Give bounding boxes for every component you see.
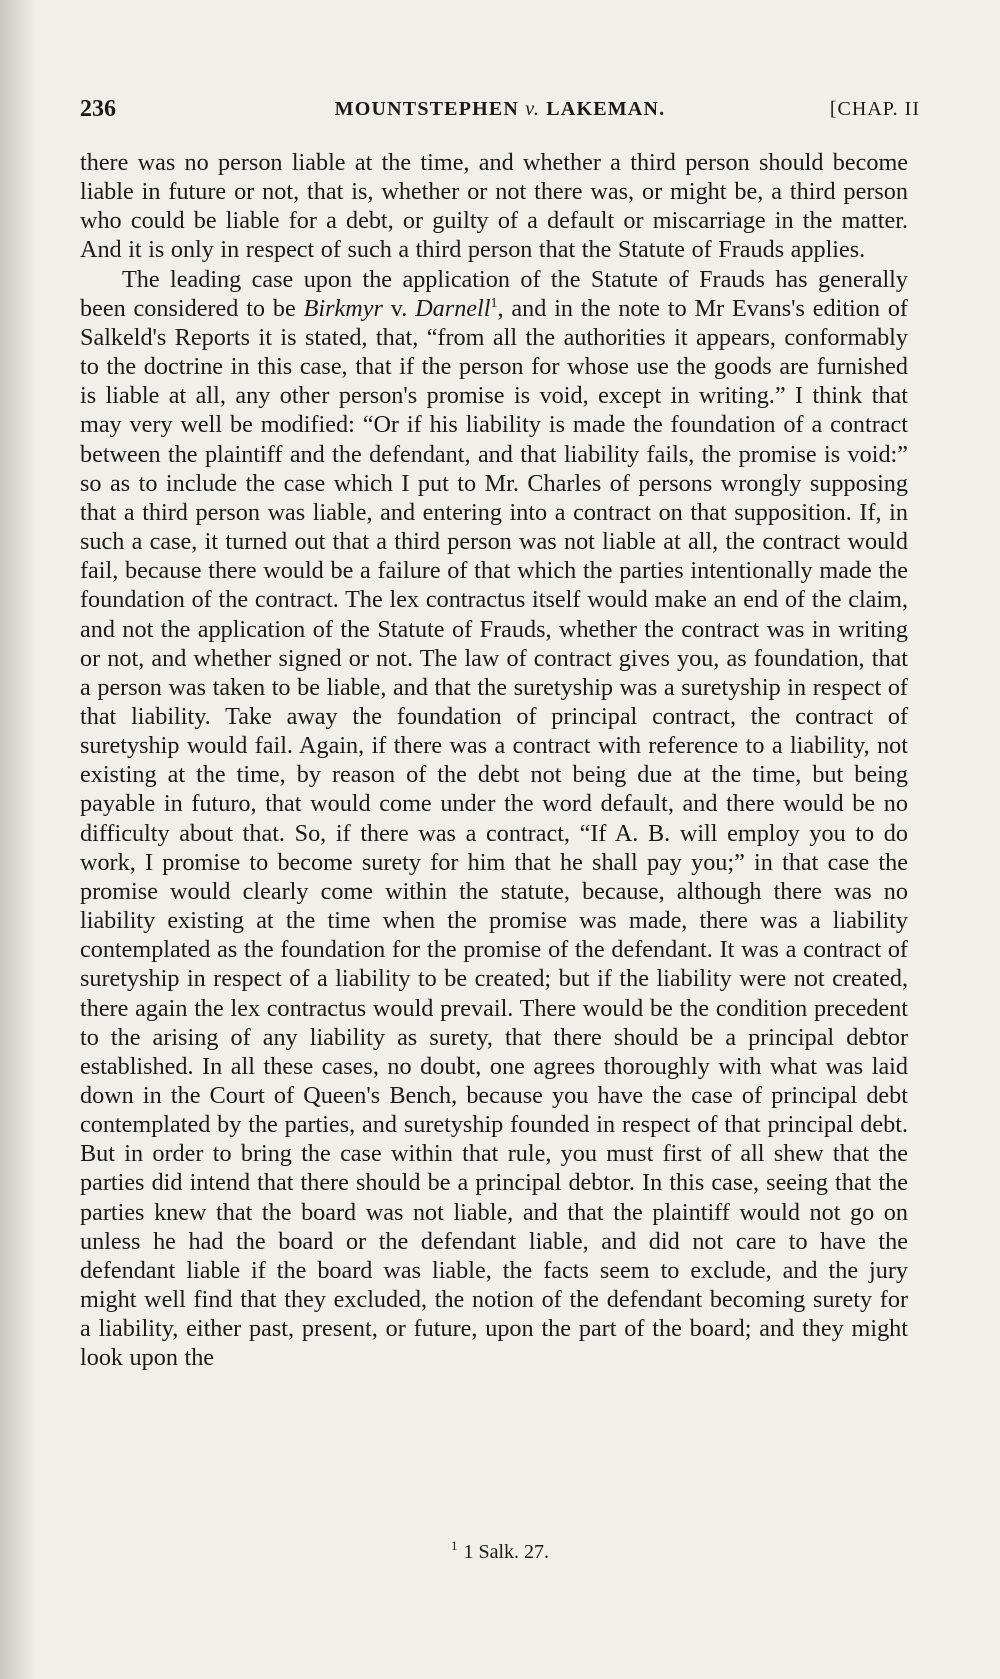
- running-title-v: v.: [525, 98, 541, 120]
- paragraph-2-lead: The leading case upon the application of the Statute of Frauds has generally been considered to be: [80, 265, 908, 322]
- running-header: [80, 92, 920, 126]
- footnote-text: 1 Salk. 27.: [463, 1541, 550, 1563]
- footnote-reference[interactable]: 1: [490, 295, 498, 311]
- footnote: [0, 1538, 1000, 1566]
- chapter-label: [CHAP. II: [829, 98, 920, 120]
- running-title-left: MOUNTSTEPHEN: [334, 98, 520, 120]
- page-number: 236: [80, 96, 116, 122]
- paragraph-1: there was no person liable at the time, and whether a third person should become liable in future or not, that is, whether or not there was, or might be, a third person who could be liable for a debt, or guilty of a default or miscarriage in the matter. And it is only in respect of such a third person that the Statute of Frauds applies.: [80, 149, 908, 264]
- versus-abbrev: v.: [382, 294, 416, 322]
- paragraph-2-body: , and in the note to Mr Evans's edition of Salkeld's Reports it is stated, that, “from all the authorities it appears, conformably to the doctrine in this case, that if the person for whose use the goods are furnished is liable at all, any other person's promise is void, except in writing.” I think that may very well be modified: “Or if his liability is made the foundation of a contract between the plaintiff and the defendant, and that liability fails, the promise is void:” so as to include the case which I put to Mr. Charles of persons wrongly supposing that a third person was liable, and entering into a contract on that supposition. If, in such a case, it turned out that a third person was not liable at all, the contract would fail, because there would be a failure of that which the parties intentionally made the foundation of the contract. The lex contractus itself would make an end of the claim, and not the application of the Statute of Frauds, whether the contract was in writing or not, and whether signed or not. The law of contract gives you, as foundation, that a person was taken to be liable, and that the suretyship was a suretyship in respect of that liability. Take away the foundation of principal contract, the contract of suretyship would fail. Again, if there was a contract with reference to a liability, not existing at the time, by reason of the debt not being due at the time, but being payable in futuro, that would come under the word default, and there would be no difficulty about that. So, if there was a contract, “If A. B. will employ you to do work, I promise to become surety for him that he shall pay you;” in that case the promise would clearly come within the statute, because, although there was no liability existing at the time when the promise was made, there was a liability contemplated as the foundation for the promise of the defendant. It was a contract of suretyship in respect of a liability to be created; but if the liability were not created, there again the lex contractus would prevail. There would be the condition precedent to the arising of any liability as surety, that there should be a principal debtor established. In all these cases, no doubt, one agrees thoroughly with what was laid down in the Court of Queen's Bench, because you have the case of principal debt contemplated by the parties, and suretyship founded in respect of that principal debt. But in order to bring the case within that rule, you must first of all shew that the parties did intend that there should be a principal debtor. In this case, seeing that the parties knew that the board was not liable, and that the plaintiff would not go on unless he had the board or the defendant liable, and did not care to have the defendant liable if the board was liable, the facts seem to exclude, and the jury might well find that they excluded, the notion of the defendant becoming surety for a liability, either past, present, or future, upon the part of the board; and they might look upon the: [80, 294, 908, 1372]
- footnote-mark: 1: [450, 1538, 458, 1554]
- running-title: [80, 92, 920, 126]
- body-text: [80, 148, 908, 1373]
- running-title-right: LAKEMAN.: [546, 98, 666, 120]
- paragraph-2: [80, 265, 908, 1373]
- case-name-darnell: Darnell: [415, 294, 491, 322]
- case-name-birkmyr: Birkmyr: [303, 294, 383, 322]
